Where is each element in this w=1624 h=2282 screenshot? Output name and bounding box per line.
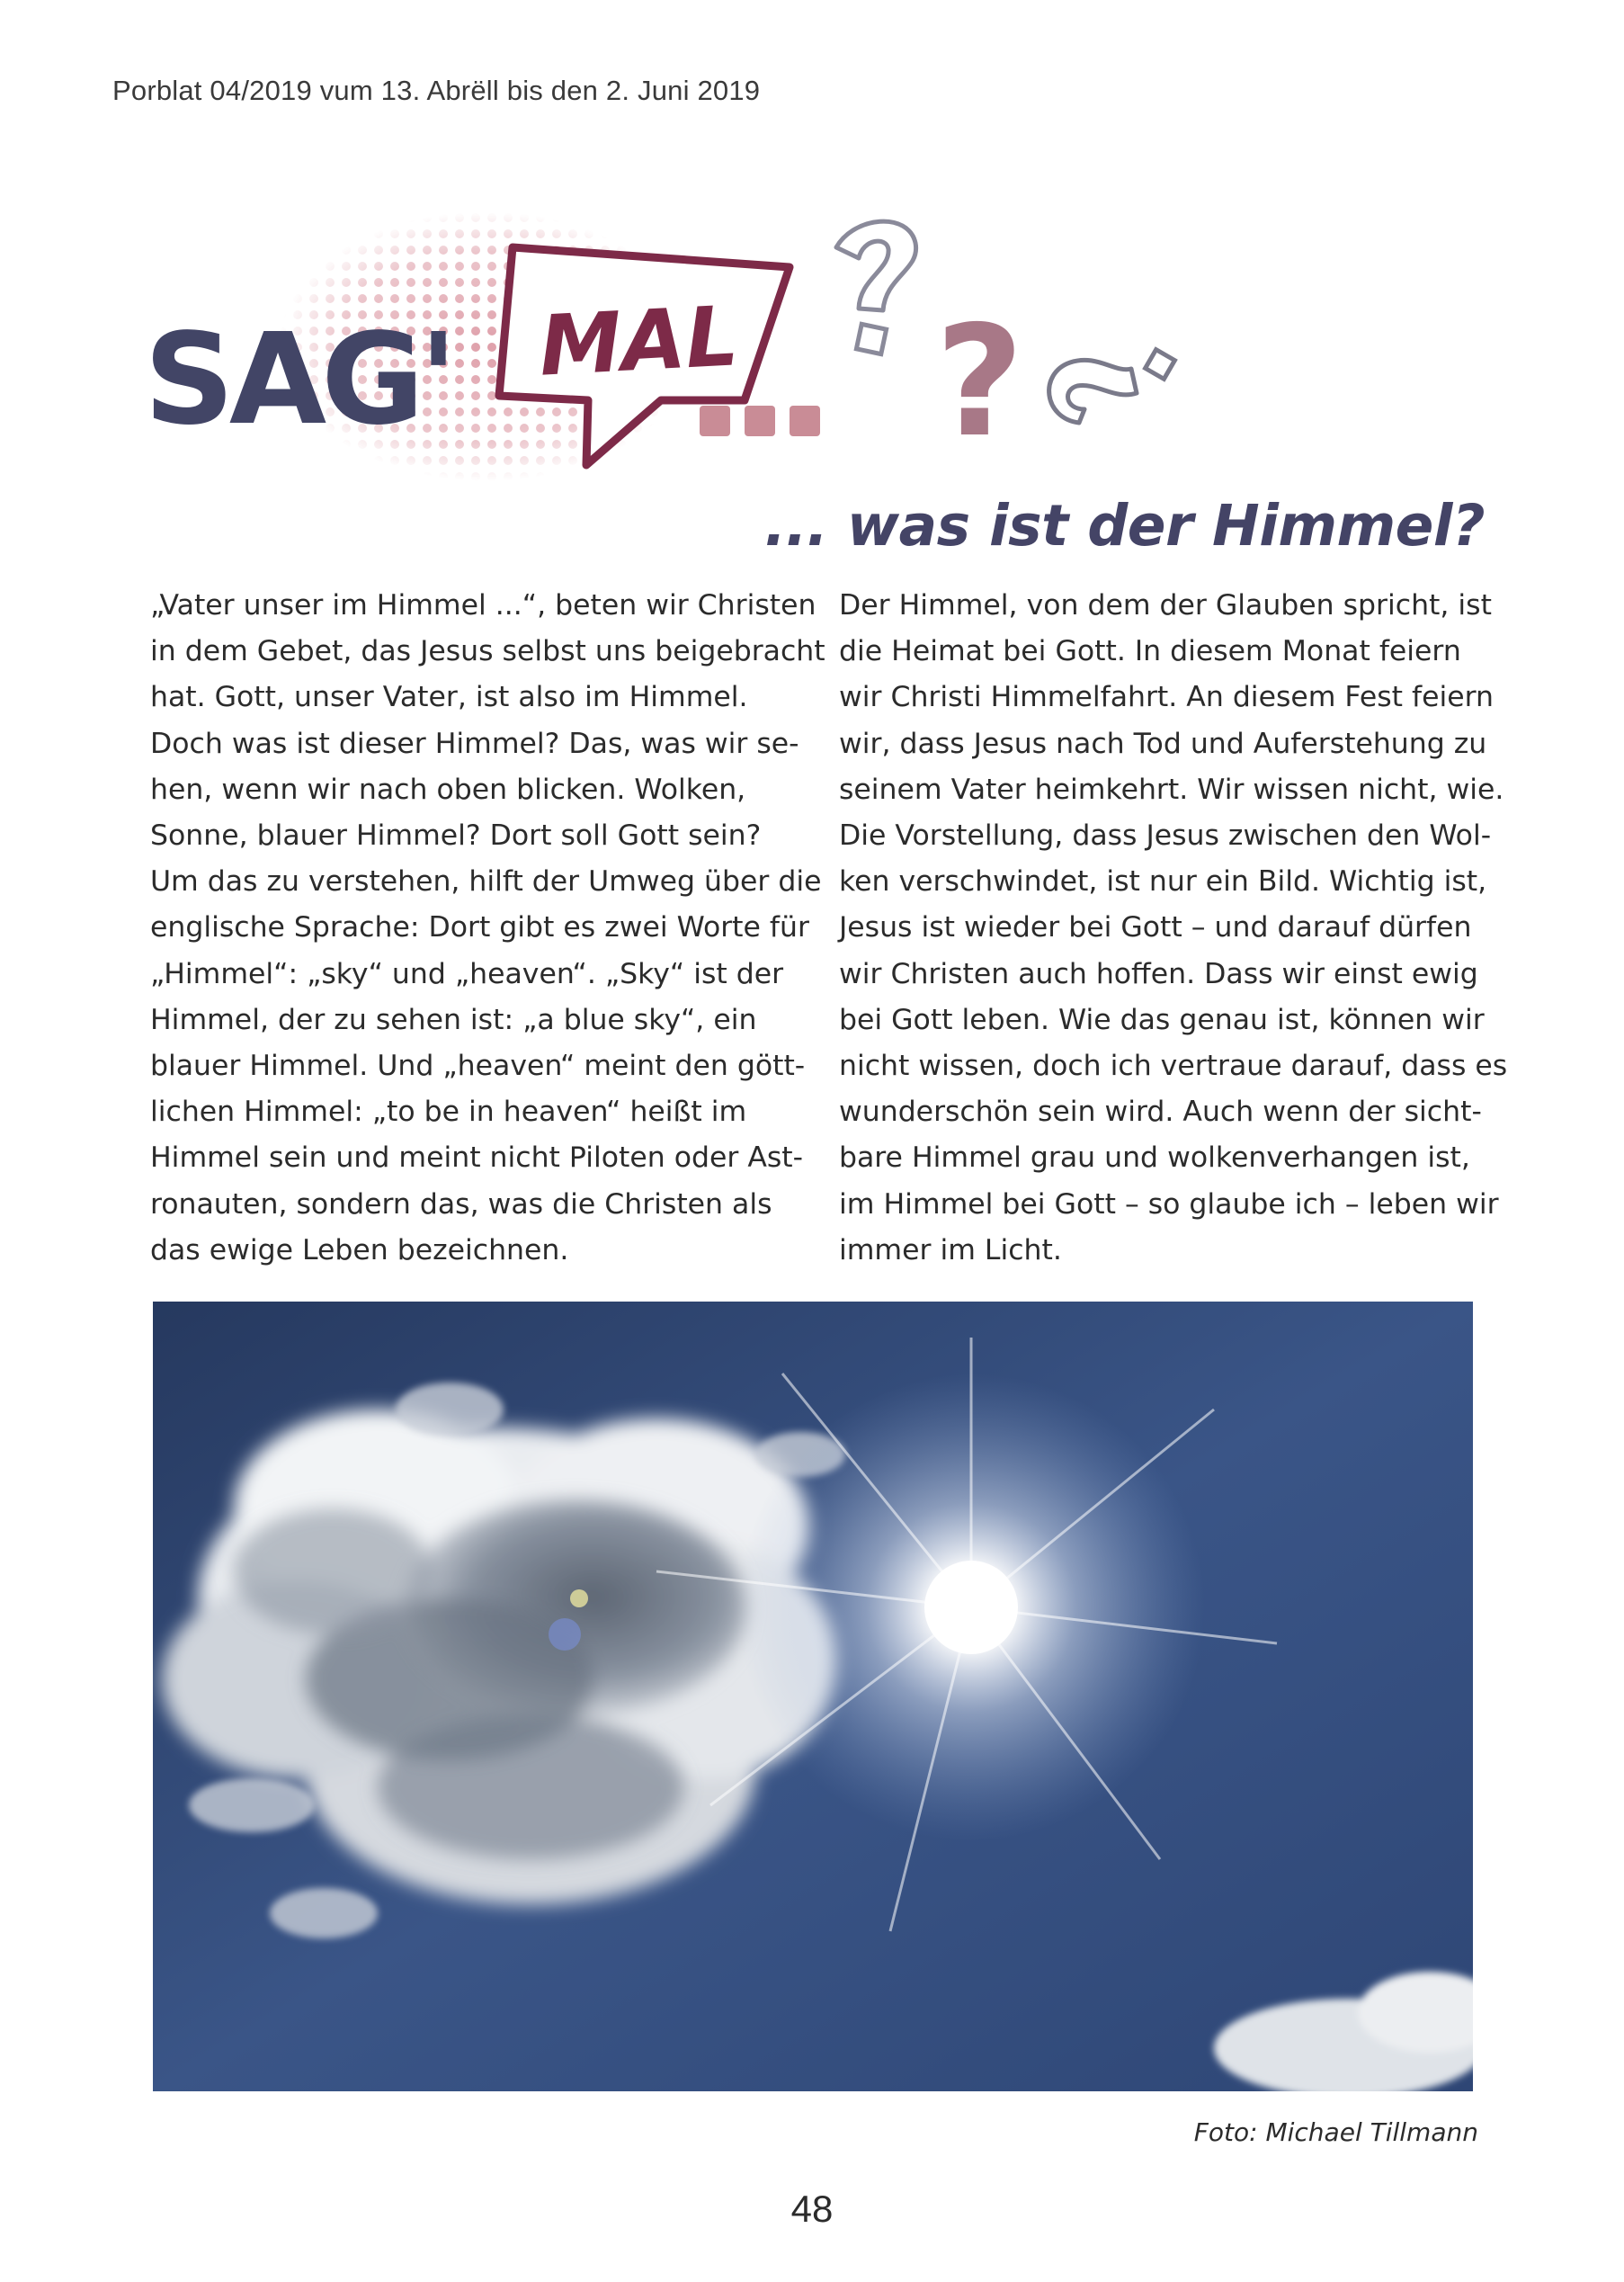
text-line: immer im Licht. bbox=[839, 1233, 1062, 1266]
article-column-left bbox=[150, 583, 825, 1274]
sideways-question-dot bbox=[1146, 350, 1175, 380]
page-number: 48 bbox=[790, 2188, 834, 2230]
text-line: hat. Gott, unser Vater, ist also im Himmel. bbox=[150, 681, 748, 714]
text-line: wunderschön sein wird. Auch wenn der sicht- bbox=[839, 1096, 1482, 1129]
text-line: „Vater unser im Himmel ...“, beten wir Christen bbox=[150, 589, 816, 622]
logo-word-sag: SAG' bbox=[144, 307, 452, 453]
text-line: im Himmel bei Gott – so glaube ich – leben wir bbox=[839, 1187, 1499, 1221]
text-line: ronauten, sondern das, was die Christen als bbox=[150, 1187, 772, 1221]
text-line: Der Himmel, von dem der Glauben spricht, ist bbox=[839, 589, 1492, 622]
text-line: das ewige Leben bezeichnen. bbox=[150, 1233, 569, 1266]
lens-flare bbox=[570, 1589, 588, 1607]
running-header: Porblat 04/2019 vum 13. Abrëll bis den 2. Juni 2019 bbox=[112, 75, 761, 106]
text-line: Die Vorstellung, dass Jesus zwischen den Wol- bbox=[839, 819, 1492, 853]
text-line: wir Christen auch hoffen. Dass wir einst ewig bbox=[839, 957, 1478, 990]
text-line: Jesus ist wieder bei Gott – und darauf dürfen bbox=[839, 911, 1472, 944]
text-line: Um das zu verstehen, hilft der Umweg über die bbox=[150, 865, 822, 899]
logo-question-mark: ? bbox=[935, 293, 1024, 471]
logo-dot bbox=[700, 406, 730, 436]
text-line: Himmel, der zu sehen ist: „a blue sky“, ein bbox=[150, 1003, 757, 1036]
logo-dot bbox=[790, 406, 820, 436]
logo-word-mal: MAL bbox=[537, 288, 741, 395]
article-subtitle: ... was ist der Himmel? bbox=[764, 493, 1485, 559]
sky-photo bbox=[153, 1302, 1473, 2091]
article-column-right bbox=[839, 583, 1508, 1274]
photo-caption: Foto: Michael Tillmann bbox=[1193, 2117, 1478, 2147]
sag-mal-logo bbox=[144, 193, 1205, 499]
text-line: lichen Himmel: „to be in heaven“ heißt im bbox=[150, 1096, 747, 1129]
outline-question-dot bbox=[856, 324, 886, 353]
outline-question-icon bbox=[836, 221, 916, 310]
lens-flare bbox=[549, 1618, 581, 1651]
text-line: bei Gott leben. Wie das genau ist, können wir bbox=[839, 1003, 1485, 1036]
text-line: blauer Himmel. Und „heaven“ meint den gött- bbox=[150, 1050, 806, 1083]
text-line: ken verschwindet, ist nur ein Bild. Wichtig ist, bbox=[839, 865, 1487, 899]
text-line: wir Christi Himmelfahrt. An diesem Fest feiern bbox=[839, 681, 1494, 714]
text-line: nicht wissen, doch ich vertraue darauf, dass es bbox=[839, 1050, 1508, 1083]
text-line: hen, wenn wir nach oben blicken. Wolken, bbox=[150, 773, 746, 806]
text-line: Doch was ist dieser Himmel? Das, was wir se- bbox=[150, 727, 799, 760]
text-line: „Himmel“: „sky“ und „heaven“. „Sky“ ist der bbox=[150, 957, 784, 990]
text-line: wir, dass Jesus nach Tod und Auferstehung zu bbox=[839, 727, 1487, 760]
sideways-question-icon bbox=[1049, 360, 1137, 423]
logo-dot bbox=[745, 406, 775, 436]
text-line: bare Himmel grau und wolkenverhangen ist, bbox=[839, 1141, 1470, 1175]
text-line: Sonne, blauer Himmel? Dort soll Gott sein? bbox=[150, 819, 762, 853]
text-line: seinem Vater heimkehrt. Wir wissen nicht, wie. bbox=[839, 773, 1504, 806]
text-line: Himmel sein und meint nicht Piloten oder Ast- bbox=[150, 1141, 803, 1175]
text-line: in dem Gebet, das Jesus selbst uns beigebracht bbox=[150, 635, 825, 668]
text-line: die Heimat bei Gott. In diesem Monat feiern bbox=[839, 635, 1461, 668]
text-line: englische Sprache: Dort gibt es zwei Worte für bbox=[150, 911, 809, 944]
